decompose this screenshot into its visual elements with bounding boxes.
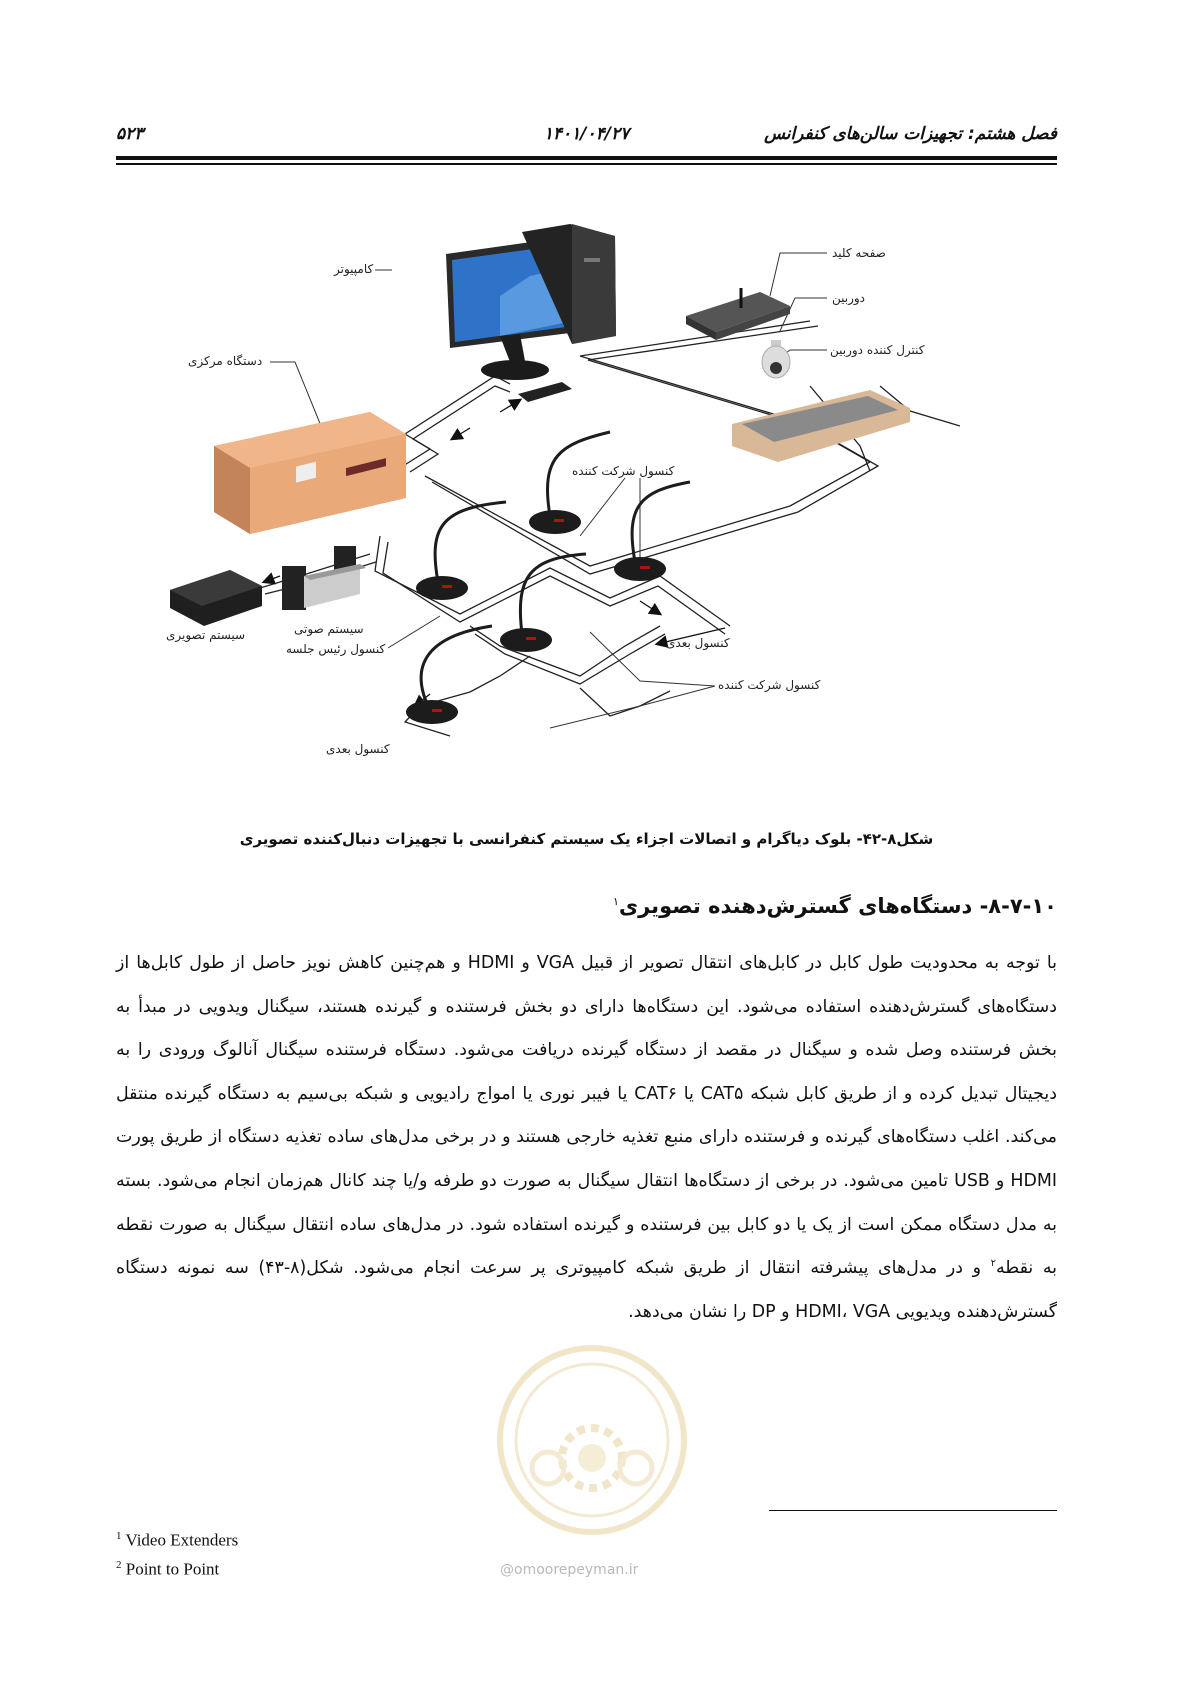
section-title: ۸-۷-۱۰- دستگاه‌های گسترش‌دهنده تصویری	[618, 894, 1057, 918]
paragraph-part-2: و در مدل‌های پیشرفته انتقال از طریق شبکه کامپیوتری پر سرعت انجام می‌شود. شکل(۸-۴۳) سه نمونه دستگاه گسترش‌دهنده ویدیویی HDMI، VGA و DP را نشان می‌دهد.	[116, 1258, 1057, 1322]
paragraph	[116, 942, 1057, 1334]
label-computer: کامپیوتر	[334, 262, 374, 276]
watermark-text: @omoorepeyman.ir	[500, 1562, 639, 1578]
label-chairman-console: کنسول رئیس جلسه	[286, 642, 386, 656]
label-participant-console-1: کنسول شرکت کننده	[572, 464, 675, 478]
footnotes	[116, 1524, 238, 1581]
label-next-console-1: کنسول بعدی	[666, 636, 730, 650]
header-rule-thick	[116, 156, 1057, 160]
diagram-drawing	[170, 236, 1030, 816]
section-footnote-ref: ۱	[612, 895, 619, 908]
header-rule-thin	[116, 163, 1057, 165]
section-heading	[613, 894, 1057, 918]
label-central-unit: دستگاه مرکزی	[188, 354, 263, 368]
label-next-console-2: کنسول بعدی	[326, 742, 390, 756]
chapter-title: فصل هشتم: تجهیزات سالن‌های کنفرانس	[764, 124, 1057, 144]
footnote-separator	[769, 1510, 1057, 1511]
body-text	[116, 942, 1057, 1334]
page-number: ۵۲۳	[116, 124, 144, 144]
central-unit	[214, 412, 406, 534]
conference-system-diagram	[166, 236, 1030, 816]
figure-caption: شکل۸-۴۲- بلوک دیاگرام و اتصالات اجزاء یک سیستم کنفرانسی با تجهیزات دنبال‌کننده تصویری	[239, 830, 934, 848]
paragraph-part-1: با توجه به محدودیت طول کابل در کابل‌های انتقال تصویر از قبیل VGA و HDMI و هم‌چنین کاهش نویز حاصل از طول کابل‌ها از دستگاه‌های گسترش‌دهنده استفاده می‌شود. این دستگاه‌ها دارای دو بخش فرستنده و گیرنده هستند، سیگنال ویدویی در مبدأ به بخش فرستنده وصل شده و سیگنال در مقصد از دستگاه گیرنده دریافت می‌شود. دستگاه فرستنده سیگنال آنالوگ ورودی را به دیجیتال تبدیل کرده و از طریق کابل شبکه CAT۵ یا CAT۶ یا فیبر نوری یا امواج رادیویی و شبکه بی‌سیم به دستگاه گیرنده منتقل می‌کند. اغلب دستگاه‌های گیرنده و فرستنده دارای منبع تغذیه خارجی هستند و در برخی مدل‌های ساده تغذیه دستگاه از طریق پورت HDMI و USB تامین می‌شود. در برخی از دستگاه‌ها انتقال سیگنال به صورت دو طرفه و/یا چند کانال هم‌زمان انجام می‌شود. بسته به مدل دستگاه ممکن است از یک یا دو کابل بین فرستنده و گیرنده استفاده شود. در مدل‌های ساده انتقال سیگنال به صورت نقطه به نقطه	[116, 953, 1057, 1279]
running-header	[116, 124, 1057, 150]
audio-system-device	[282, 546, 366, 610]
footnote-1: $^1$ Video Extenders	[116, 1530, 239, 1550]
label-audio-system: سیستم صوتی	[294, 622, 364, 636]
header-date: ۱۴۰۱/۰۴/۲۷	[543, 124, 630, 144]
watermark-seal	[492, 1340, 692, 1540]
footnote-2: $^2$ Point to Point	[116, 1558, 220, 1579]
pc-keyboard	[518, 382, 572, 402]
camera-controller-device	[732, 390, 910, 462]
label-keyboard: صفحه کلید	[832, 246, 886, 260]
video-system-device	[170, 570, 262, 626]
footnote-ref-2: ۲	[990, 1258, 996, 1270]
label-video-system: سیستم تصویری	[166, 628, 246, 642]
ptz-camera	[762, 340, 790, 378]
label-camera-controller: کنترل کننده دوربین	[830, 343, 925, 357]
label-participant-console-2: کنسول شرکت کننده	[718, 678, 821, 692]
label-camera: دوربین	[832, 291, 866, 305]
